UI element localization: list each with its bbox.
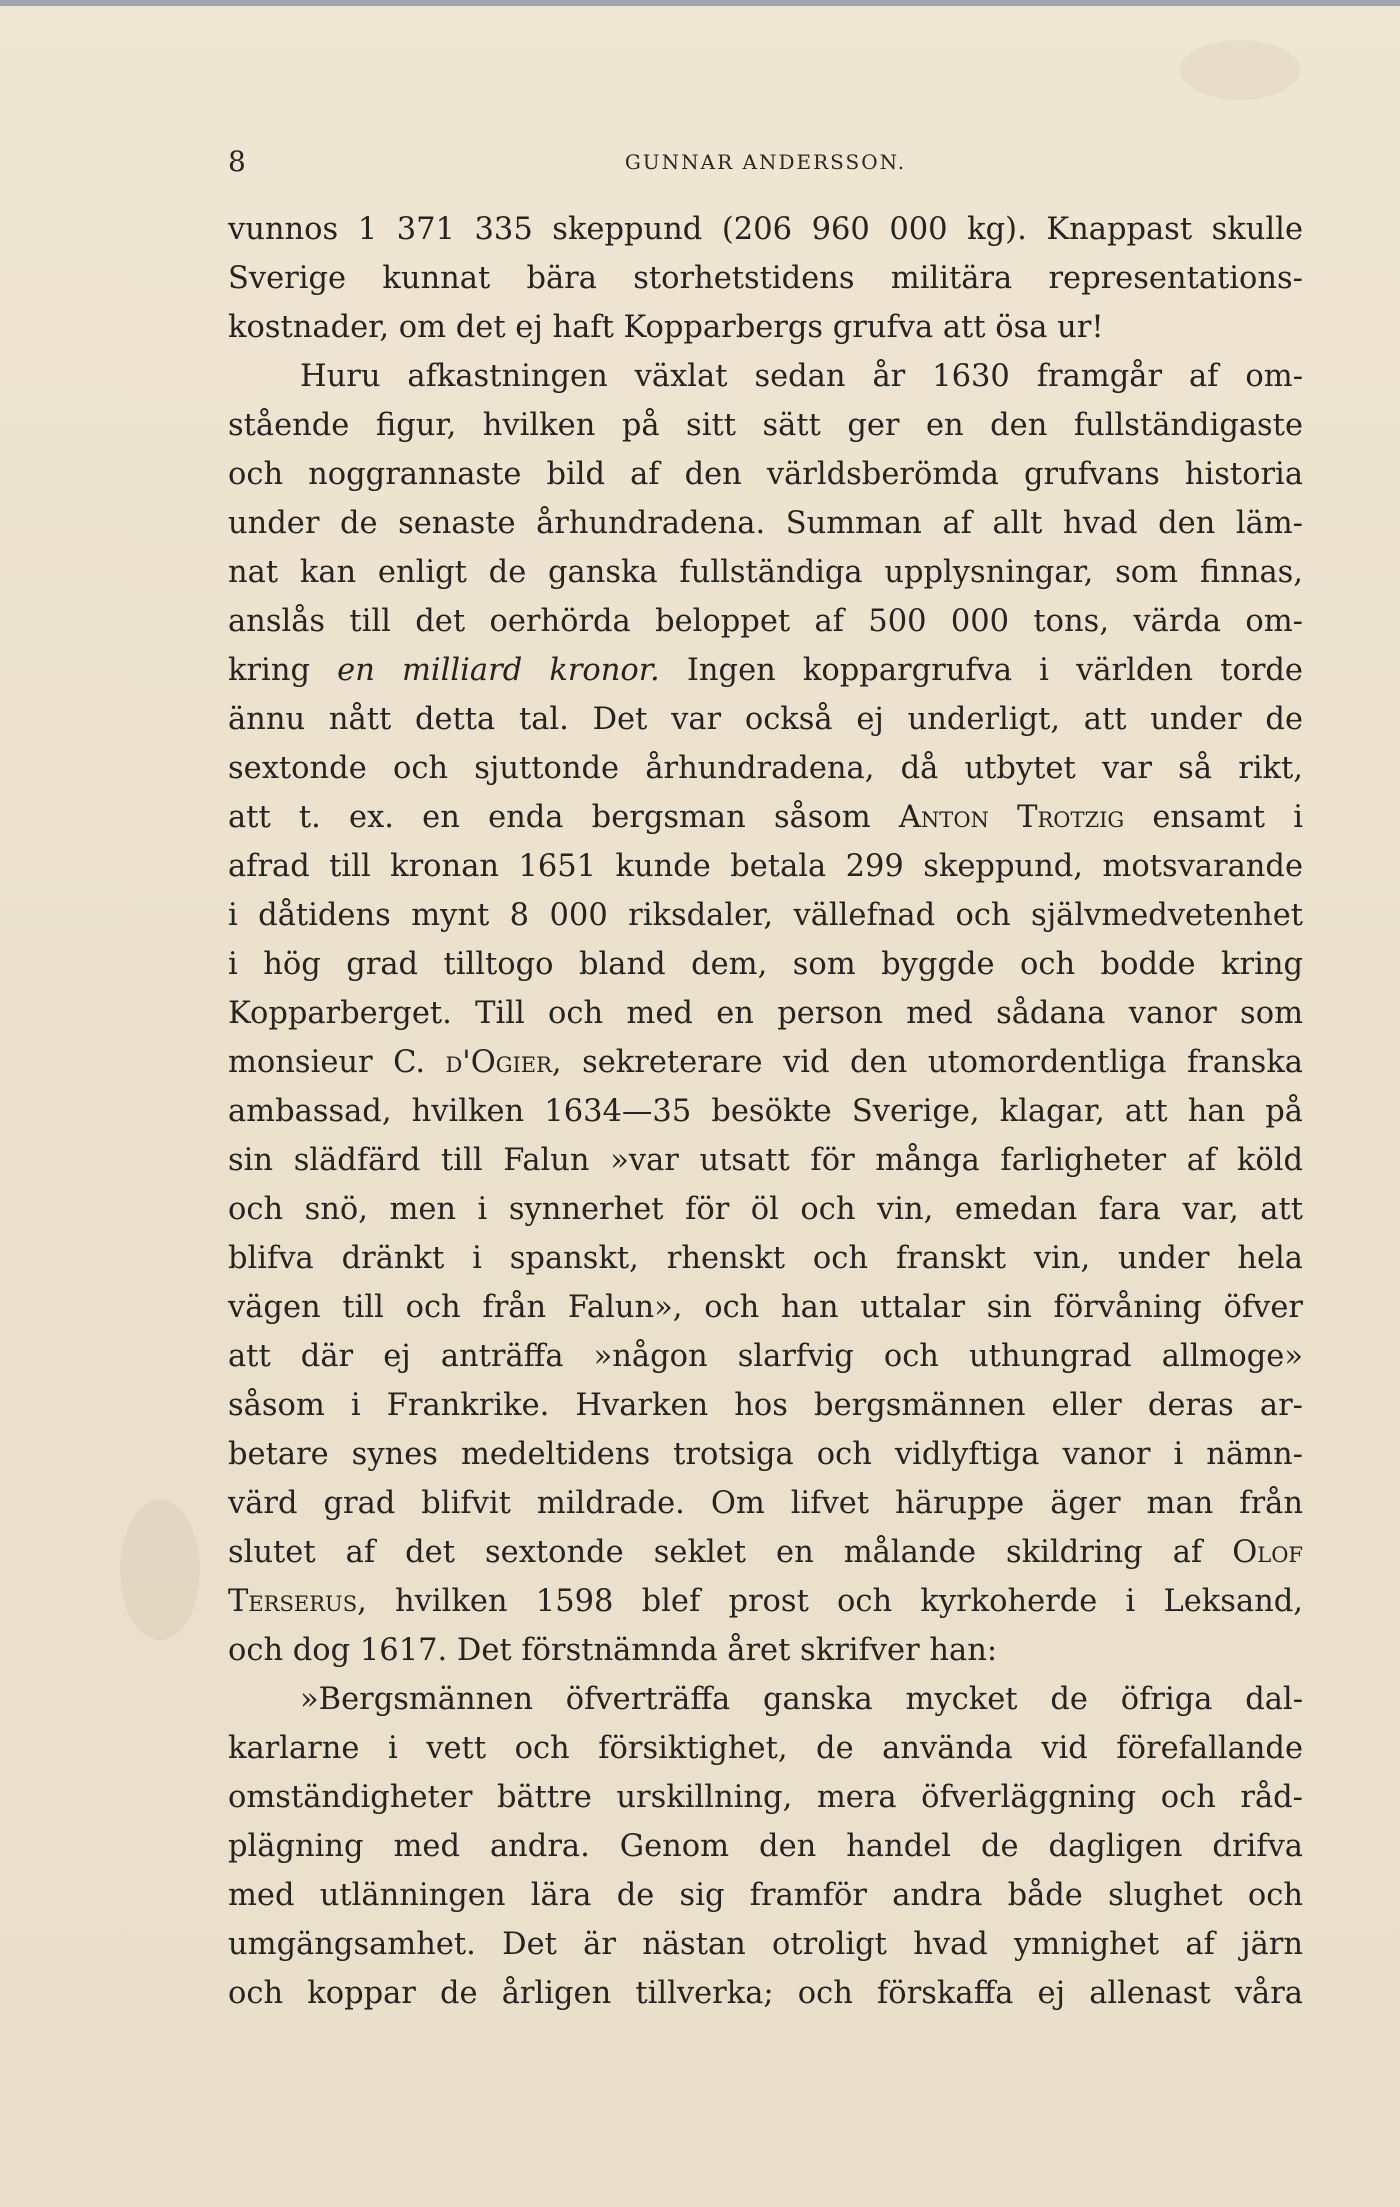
text-line <box>228 1577 1303 1626</box>
line-text: kring <box>228 653 338 688</box>
line-text: stående figur, hvilken på sitt sätt ger en den fullständigaste <box>228 408 1303 443</box>
line-text: Ingen koppargrufva i världen torde <box>659 653 1303 688</box>
line-text: Kopparberget. Till och med en person med sådana vanor som <box>228 996 1303 1031</box>
running-head: GUNNAR ANDERSSON. <box>624 150 907 174</box>
line-text: under de senaste århundradena. Summan af allt hvad den läm- <box>228 506 1303 541</box>
line-text: afrad till kronan 1651 kunde betala 299 skeppund, motsvarande <box>228 849 1303 884</box>
line-text: med utlänningen lära de sig framför andra både slughet och <box>228 1878 1303 1913</box>
line-text: , hvilken 1598 blef prost och kyrkoherde i Leksand, <box>357 1584 1303 1619</box>
line-text: plägning med andra. Genom den handel de dagligen drifva <box>228 1829 1303 1864</box>
text-line <box>228 1332 1303 1381</box>
page-header <box>228 142 1303 182</box>
paper-stain <box>1180 40 1300 100</box>
line-text: ambassad, hvilken 1634—35 besökte Sverige, klagar, att han på <box>228 1094 1303 1129</box>
line-text: kostnader, om det ej haft Kopparbergs grufva att ösa ur! <box>228 310 1104 345</box>
text-line <box>228 1087 1303 1136</box>
line-text: slutet af det sextonde seklet en målande skildring af <box>228 1535 1233 1570</box>
line-text: sextonde och sjuttonde århundradena, då utbytet var så rikt, <box>228 751 1303 786</box>
italic-phrase: en milliard kronor. <box>337 653 660 688</box>
line-text: sin slädfärd till Falun »var utsatt för många farligheter af köld <box>228 1143 1303 1178</box>
text-line <box>228 695 1303 744</box>
line-text: vägen till och från Falun», och han uttalar sin förvåning öfver <box>228 1290 1303 1325</box>
line-text: anslås till det oerhörda beloppet af 500 000 tons, värda om- <box>228 604 1303 639</box>
text-line <box>228 1626 1303 1675</box>
small-caps-name: Olof <box>1232 1535 1303 1570</box>
line-text: och koppar de årligen tillverka; och förskaffa ej allenast våra <box>228 1976 1303 2011</box>
text-line <box>228 352 1303 401</box>
text-line <box>228 499 1303 548</box>
page-number: 8 <box>228 145 246 178</box>
text-line <box>228 1969 1303 2018</box>
text-line <box>228 1724 1303 1773</box>
line-text: Huru afkastningen växlat sedan år 1630 framgår af om- <box>300 359 1303 394</box>
text-line <box>228 597 1303 646</box>
scan-top-edge <box>0 0 1400 6</box>
text-line <box>228 1479 1303 1528</box>
text-line <box>228 205 1303 254</box>
text-line <box>228 793 1303 842</box>
line-text: och noggrannaste bild af den världsberömda grufvans historia <box>228 457 1303 492</box>
text-line <box>228 1822 1303 1871</box>
line-text: ännu nått detta tal. Det var också ej underligt, att under de <box>228 702 1303 737</box>
text-line <box>228 1430 1303 1479</box>
text-line <box>228 1185 1303 1234</box>
text-line <box>228 1920 1303 1969</box>
text-line <box>228 646 1303 695</box>
text-line <box>228 1528 1303 1577</box>
text-line <box>228 744 1303 793</box>
line-text: såsom i Frankrike. Hvarken hos bergsmännen eller deras ar- <box>228 1388 1303 1423</box>
line-text: blifva dränkt i spanskt, rhenskt och franskt vin, under hela <box>228 1241 1303 1276</box>
text-line <box>228 1234 1303 1283</box>
text-line <box>228 1038 1303 1087</box>
line-text: i hög grad tilltogo bland dem, som byggde och bodde kring <box>228 947 1303 982</box>
line-text: att t. ex. en enda bergsman såsom <box>228 800 899 835</box>
line-text: betare synes medeltidens trotsiga och vidlyftiga vanor i nämn- <box>228 1437 1303 1472</box>
text-line <box>228 254 1303 303</box>
line-text: , sekreterare vid den utomordentliga franska <box>551 1045 1303 1080</box>
text-line <box>228 401 1303 450</box>
text-line <box>228 450 1303 499</box>
small-caps-name: Anton Trotzig <box>898 800 1125 835</box>
line-text: »Bergsmännen öfverträffa ganska mycket de öfriga dal- <box>300 1682 1303 1717</box>
text-line <box>228 303 1303 352</box>
text-line <box>228 989 1303 1038</box>
line-text: umgängsamhet. Det är nästan otroligt hvad ymnighet af järn <box>228 1927 1303 1962</box>
line-text: Sverige kunnat bära storhetstidens militära representations- <box>228 261 1303 296</box>
line-text: och snö, men i synnerhet för öl och vin, emedan fara var, att <box>228 1192 1303 1227</box>
text-line <box>228 1381 1303 1430</box>
text-line <box>228 548 1303 597</box>
body-text <box>228 205 1303 2018</box>
text-line <box>228 1871 1303 1920</box>
text-line <box>228 940 1303 989</box>
line-text: omständigheter bättre urskillning, mera öfverläggning och råd- <box>228 1780 1303 1815</box>
line-text: karlarne i vett och försiktighet, de använda vid förefallande <box>228 1731 1303 1766</box>
line-text: att där ej anträffa »någon slarfvig och uthungrad allmoge» <box>228 1339 1303 1374</box>
line-text: i dåtidens mynt 8 000 riksdaler, vällefnad och självmedvetenhet <box>228 898 1303 933</box>
paper-stain <box>120 1500 200 1640</box>
text-line <box>228 1136 1303 1185</box>
text-line <box>228 891 1303 940</box>
line-text: vunnos 1 371 335 skeppund (206 960 000 kg). Knappast skulle <box>228 212 1303 247</box>
text-line <box>228 1283 1303 1332</box>
line-text: och dog 1617. Det förstnämnda året skrifver han: <box>228 1633 998 1668</box>
line-text: ensamt i <box>1124 800 1303 835</box>
line-text: monsieur C. <box>228 1045 446 1080</box>
line-text: nat kan enligt de ganska fullständiga upplysningar, som finnas, <box>228 555 1303 590</box>
small-caps-name: Terserus <box>228 1584 358 1619</box>
line-text: värd grad blifvit mildrade. Om lifvet häruppe äger man från <box>228 1486 1303 1521</box>
text-line <box>228 1773 1303 1822</box>
text-line <box>228 1675 1303 1724</box>
small-caps-name: d'Ogier <box>445 1045 552 1080</box>
text-line <box>228 842 1303 891</box>
